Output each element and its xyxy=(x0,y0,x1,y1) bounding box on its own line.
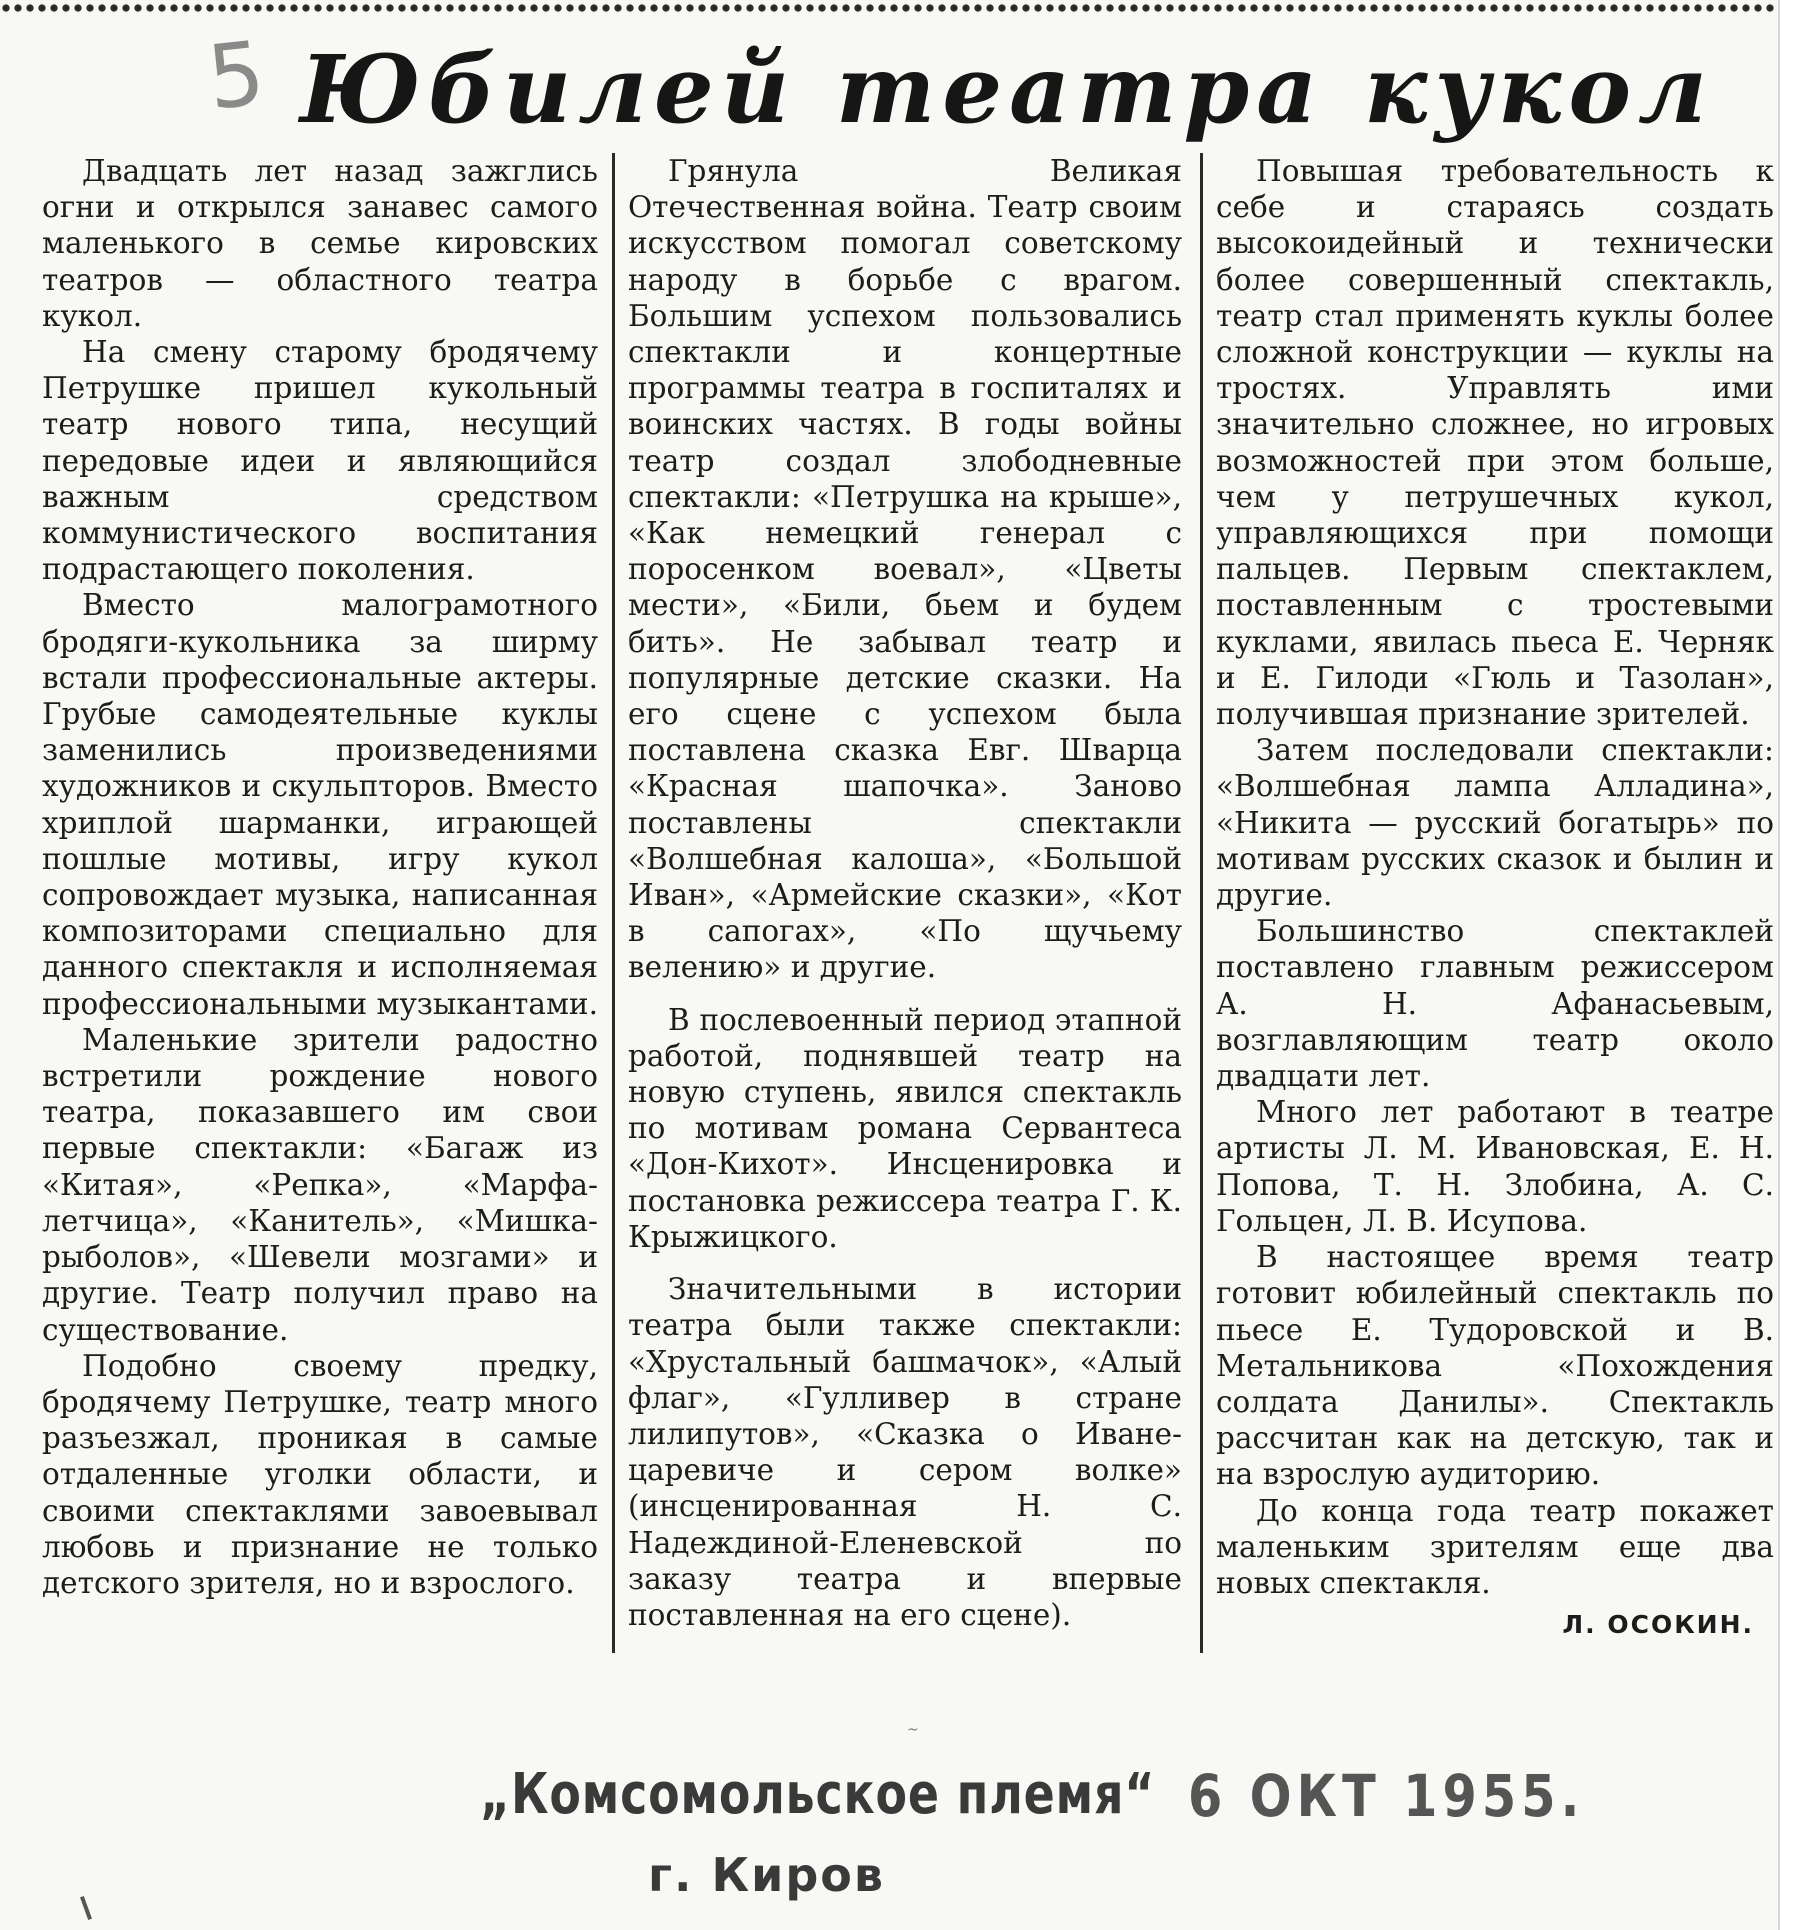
date-stamp: 6 ОКТ 1955. xyxy=(1188,1762,1585,1830)
paragraph-gap xyxy=(628,1255,1182,1271)
article-column-1 xyxy=(42,153,598,1678)
dotted-top-border xyxy=(0,0,1780,16)
paragraph: На смену старому бродячему Петрушке пришел кукольный театр нового типа, несущий передовые идеи и являющийся важным средством коммунистического воспитания подрастающего поколения. xyxy=(42,335,598,587)
paragraph: Двадцать лет назад зажглись огни и открылся занавес самого маленького в семье кировских театров — областного театра кукол. xyxy=(42,154,598,333)
article-column-2 xyxy=(628,153,1182,1678)
paragraph: Маленькие зрители радостно встретили рождение нового театра, показавшего им свои первые спектакли: «Багаж из «Китая», «Репка», «Марфа-летчица», «Канитель», «Мишка-рыболов», «Шевели мозгами» и другие. Театр получил право на существование. xyxy=(42,1022,598,1347)
small-mark: ~ xyxy=(907,1722,919,1738)
paragraph: Вместо малограмотного бродяги-кукольника за ширму встали профессиональные актеры. Грубые самодеятельные куклы заменились произведениями художников и скульпторов. Вместо хриплой шарманки, играющей пошлые мотивы, игру кукол сопровождает музыка, написанная композиторами специально для данного спектакля и исполняемая профессиональными музыкантами. xyxy=(42,588,598,1021)
author-signature: Л. ОСОКИН. xyxy=(1562,1610,1754,1640)
source-newspaper-stamp: „Комсомольское племя“ xyxy=(480,1762,1156,1827)
paragraph-gap xyxy=(628,986,1182,1002)
paragraph: Затем последовали спектакли: «Волшебная лампа Алладина», «Никита — русский богатырь» по мотивам русских сказок и былин и другие. xyxy=(1216,733,1774,913)
paragraph: В настоящее время театр готовит юбилейный спектакль по пьесе Е. Тудоровской и В. Метальникова «Похождения солдата Данилы». Спектакль рассчитан как на детскую, так и на взрослую аудиторию. xyxy=(1216,1240,1774,1492)
article-headline: Юбилей театра кукол xyxy=(300,35,1714,145)
paragraph: Грянула Великая Отечественная война. Театр своим искусством помогал советскому народу в борьбе с врагом. Большим успехом пользовались спектакли и концертные программы театра в госпиталях и воинских частях. В годы войны театр создал злободневные спектакли: «Петрушка на крыше», «Как немецкий генерал с поросенком воевал», «Цветы мести», «Били, бьем и будем бить». Не забывал театр и популярные детские сказки. На его сцене с успехом была поставлена сказка Евг. Шварца «Красная шапочка». Заново поставлены спектакли «Волшебная калоша», «Большой Иван», «Армейские сказки», «Кот в сапогах», «По щучьему велению» и другие. xyxy=(628,154,1182,985)
paragraph: Подобно своему предку, бродячему Петрушке, театр много разъезжал, проникая в самые отдаленные уголки области, и своими спектаклями завоевывал любовь и признание не только детского зрителя, но и взрослого. xyxy=(42,1348,598,1600)
paragraph: До конца года театр покажет маленьким зрителям еще два новых спектакля. xyxy=(1216,1493,1774,1600)
paragraph: Повышая требовательность к себе и стараясь создать высокоидейный и технически более совершенный спектакль, театр стал применять куклы более сложной конструкции — куклы на тростях. Управлять ими значительно сложнее, но игровых возможностей при этом больше, чем у петрушечных кукол, управляющихся при помощи пальцев. Первым спектаклем, поставленным с тростевыми куклами, явилась пьеса Е. Черняк и Е. Гилоди «Гюль и Тазолан», получившая признание зрителей. xyxy=(1216,154,1774,732)
article-column-3 xyxy=(1216,153,1774,1678)
paragraph: Много лет работают в театре артисты Л. М. Ивановская, Е. Н. Попова, Т. Н. Злобина, А. С. Гольцен, Л. В. Исупова. xyxy=(1216,1095,1774,1238)
column-rule-2 xyxy=(1200,153,1203,1653)
corner-mark xyxy=(80,1896,92,1920)
paragraph: В послевоенный период этапной работой, поднявшей театр на новую ступень, явился спектакль по мотивам романа Сервантеса «Дон-Кихот». Инсценировка и постановка режиссера театра Г. К. Крыжицкого. xyxy=(628,1002,1182,1254)
paper-edge xyxy=(1778,0,1800,1930)
paragraph: Значительными в истории театра были также спектакли: «Хрустальный башмачок», «Алый флаг», «Гулливер в стране лилипутов», «Сказка о Иване-царевиче и сером волке» (инсценированная Н. С. Надеждиной-Еленевской по заказу театра и впервые поставленная на его сцене). xyxy=(628,1272,1182,1632)
column-rule-1 xyxy=(612,153,615,1653)
paragraph: Большинство спектаклей поставлено главным режиссером А. Н. Афанасьевым, возглавляющим театр около двадцати лет. xyxy=(1216,914,1774,1094)
source-city-stamp: г. Киров xyxy=(648,1848,885,1902)
handwritten-number: 5 xyxy=(202,21,270,130)
